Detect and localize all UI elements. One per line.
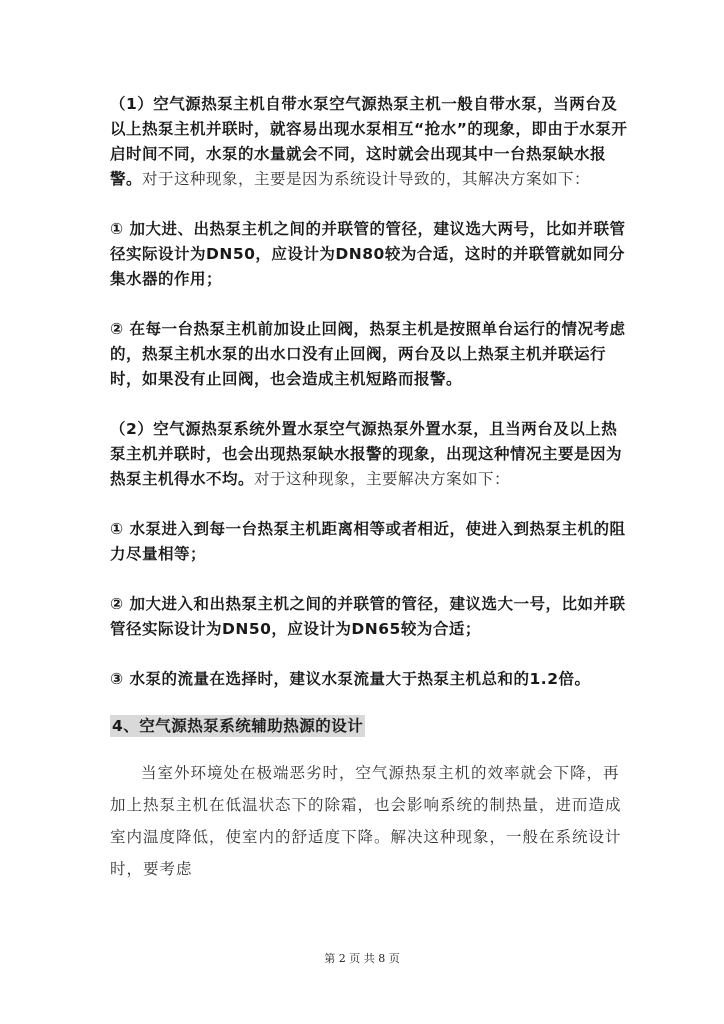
paragraph-1 [110,92,630,192]
paragraph-7: ③ 水泵的流量在选择时，建议水泵流量大于热泵主机总和的1.2倍。 [110,670,591,688]
section-heading: 4、空气源热泵系统辅助热源的设计 [112,717,364,735]
paragraph-6: ② 加大进入和出热泵主机之间的并联管的管径，建议选大一号，比如并联管径实际设计为DN50，应设计为DN65较为合适； [110,595,626,638]
page-footer: 第 2 页 共 8 页 [324,952,400,965]
paragraph-4-bold: （2）空气源热泵系统外置水泵空气源热泵外置水泵，且当两台及以上热泵主机并联时，也会出现热泵缺水报警的现象，出现这种情况主要是因为热泵主机得水不均。 [110,420,623,488]
paragraph-8: 当室外环境处在极端恶劣时，空气源热泵主机的效率就会下降，再加上热泵主机在低温状态下的除霜，也会影响系统的制热量，进而造成室内温度降低，使室内的舒适度下降。解决这种现象，一般在系统设计时，要考虑 [110,764,622,878]
paragraph-4 [110,417,630,492]
paragraph-4-normal: 对于这种现象，主要解决方案如下： [254,470,511,488]
paragraph-1-normal: 对于这种现象，主要是因为系统设计导致的，其解决方案如下： [142,170,591,188]
paragraph-2: ① 加大进、出热泵主机之间的并联管的管径，建议选大两号，比如并联管径实际设计为DN50，应设计为DN80较为合适，这时的并联管就如同分集水器的作用； [110,220,626,288]
section-heading-row [110,714,630,739]
paragraph-3: ② 在每一台热泵主机前加设止回阀，热泵主机是按照单台运行的情况考虑的，热泵主机水泵的出水口没有止回阀，两台及以上热泵主机并联运行时，如果没有止回阀，也会造成主机短路而报警。 [110,320,626,388]
paragraph-5: ① 水泵进入到每一台热泵主机距离相等或者相近，使进入到热泵主机的阻力尽量相等； [110,520,626,563]
paragraph-1-bold: （1）空气源热泵主机自带水泵空气源热泵主机一般自带水泵，当两台及以上热泵主机并联时，就容易出现水泵相互“抢水”的现象，即由于水泵开启时间不同，水泵的水量就会不同，这时就会出现其中一台热泵缺水报警。 [110,95,628,188]
document-body [110,92,630,885]
